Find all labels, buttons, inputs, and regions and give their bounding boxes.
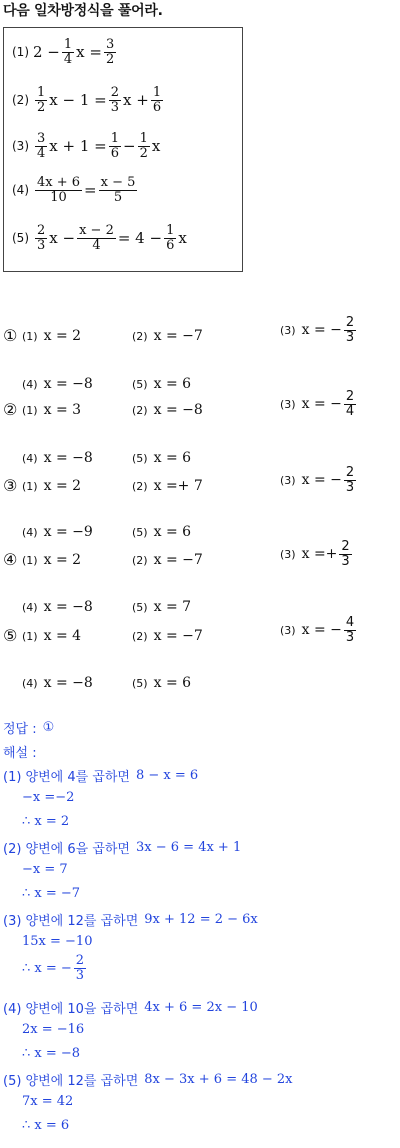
item-equation: x = −9 bbox=[43, 524, 93, 540]
numerator: 1 bbox=[166, 223, 175, 238]
denominator: 4 bbox=[92, 237, 101, 253]
fraction bbox=[109, 86, 121, 114]
fraction bbox=[99, 176, 138, 204]
item-equation: x = −7 bbox=[153, 552, 203, 568]
item-tag: (2) bbox=[132, 553, 148, 567]
choice-5-item bbox=[22, 628, 81, 644]
solution-3-step: 15x = −10 bbox=[22, 934, 93, 949]
choice-2-item bbox=[132, 450, 191, 466]
choice-3-item bbox=[132, 478, 203, 494]
fraction bbox=[77, 224, 116, 252]
item-equation: x = −7 bbox=[153, 328, 203, 344]
item-tag: (1) bbox=[22, 479, 38, 493]
choice-3-item bbox=[280, 466, 358, 494]
item-tag: (1) bbox=[22, 329, 38, 343]
choice-3-item bbox=[22, 478, 81, 494]
item-tag: (3) bbox=[280, 473, 296, 487]
choice-5-item bbox=[132, 628, 203, 644]
denominator: 5 bbox=[113, 189, 123, 205]
choice-5-item bbox=[132, 675, 191, 691]
solution-step-text: (4) 양변에 10을 곱하면 bbox=[3, 1002, 139, 1017]
item-tag: (3) bbox=[280, 323, 296, 337]
item-equation: x = −8 bbox=[43, 675, 93, 691]
fraction bbox=[35, 86, 47, 114]
solution-equation: 3x − 6 = 4x + 1 bbox=[136, 840, 242, 855]
choice-5-item bbox=[280, 616, 358, 644]
answer-label: 정답 : bbox=[3, 722, 37, 737]
numerator: 3 bbox=[37, 131, 46, 146]
problem-3-term: x + 1 = bbox=[49, 137, 107, 156]
solution-1-step: ∴ x = 2 bbox=[22, 814, 70, 829]
item-tag: (3) bbox=[280, 623, 296, 637]
denominator: 3 bbox=[341, 553, 350, 569]
item-equation: x = 6 bbox=[153, 675, 192, 691]
solution-3-final bbox=[22, 954, 88, 982]
solution-final-text: ∴ x = − bbox=[22, 960, 72, 976]
numerator: 2 bbox=[345, 389, 355, 404]
explanation-label: 해설 : bbox=[3, 746, 37, 761]
item-equation: x = 2 bbox=[43, 552, 82, 568]
fraction bbox=[35, 176, 82, 204]
item-tag: (3) bbox=[280, 547, 296, 561]
item-tag: (4) bbox=[22, 377, 38, 391]
choice-5-marker: ⑤ bbox=[3, 626, 18, 645]
solution-5-step: ∴ x = 6 bbox=[22, 1118, 70, 1133]
item-equation: x = −8 bbox=[153, 402, 203, 418]
item-tag: (4) bbox=[22, 525, 38, 539]
problem-2-label: (2) bbox=[12, 93, 29, 108]
solution-4-step: 2x = −16 bbox=[22, 1022, 85, 1037]
item-equation: x = −8 bbox=[43, 450, 93, 466]
problem-5-label: (5) bbox=[12, 231, 29, 246]
fraction bbox=[104, 38, 116, 66]
item-tag: (1) bbox=[22, 553, 38, 567]
choice-4-item bbox=[280, 540, 354, 568]
item-equation: x = − bbox=[301, 396, 342, 413]
item-equation: x =+ bbox=[301, 546, 338, 563]
fraction bbox=[344, 390, 356, 418]
choice-4-item bbox=[132, 552, 203, 568]
item-equation: x = 3 bbox=[43, 402, 82, 418]
choice-4-item bbox=[22, 552, 81, 568]
choice-4-item bbox=[22, 599, 93, 615]
choice-2-marker: ② bbox=[3, 400, 18, 419]
problem-5-term: x bbox=[178, 229, 187, 248]
denominator: 4 bbox=[63, 51, 73, 67]
problem-1-term: x = bbox=[76, 43, 102, 62]
solution-step-text: (2) 양변에 6을 곱하면 bbox=[3, 842, 130, 857]
solution-5-step: 7x = 42 bbox=[22, 1094, 74, 1109]
choice-5-item bbox=[22, 675, 93, 691]
denominator: 3 bbox=[110, 99, 120, 115]
problem-4 bbox=[12, 176, 139, 204]
problem-4-term: = bbox=[84, 181, 97, 200]
item-tag: (2) bbox=[132, 629, 148, 643]
problem-3-term: − bbox=[123, 137, 136, 156]
item-tag: (4) bbox=[22, 600, 38, 614]
choice-2-item bbox=[22, 402, 81, 418]
item-tag: (5) bbox=[132, 377, 148, 391]
solution-1-step: −x =−2 bbox=[22, 790, 75, 805]
numerator: 3 bbox=[105, 37, 115, 52]
choice-4-item bbox=[132, 599, 191, 615]
item-tag: (4) bbox=[22, 676, 38, 690]
numerator: 2 bbox=[37, 223, 46, 238]
denominator: 3 bbox=[345, 479, 355, 495]
fraction bbox=[344, 616, 356, 644]
fraction bbox=[339, 540, 351, 568]
item-equation: x = −8 bbox=[43, 376, 93, 392]
numerator: 2 bbox=[75, 953, 85, 968]
choice-3-item bbox=[22, 524, 93, 540]
solution-step-text: (3) 양변에 12를 곱하면 bbox=[3, 914, 139, 929]
solution-4-step: ∴ x = −8 bbox=[22, 1046, 81, 1061]
problem-box bbox=[3, 27, 243, 272]
solution-step-text: (1) 양변에 4를 곱하면 bbox=[3, 770, 130, 785]
choice-1-item bbox=[132, 328, 203, 344]
solution-2-header bbox=[3, 838, 241, 857]
problem-title: 다음 일차방정식을 풀어라. bbox=[3, 3, 163, 19]
answer-value: ① bbox=[42, 720, 55, 735]
fraction bbox=[151, 86, 163, 114]
numerator: 2 bbox=[110, 85, 120, 100]
numerator: 1 bbox=[63, 37, 73, 52]
choice-1-item bbox=[22, 328, 81, 344]
denominator: 2 bbox=[105, 51, 115, 67]
item-tag: (3) bbox=[280, 397, 296, 411]
fraction bbox=[62, 38, 74, 66]
numerator: 2 bbox=[345, 465, 355, 480]
item-equation: x = 6 bbox=[153, 376, 192, 392]
problem-1-term: 2 − bbox=[33, 43, 60, 62]
fraction bbox=[35, 132, 47, 160]
denominator: 2 bbox=[37, 99, 46, 115]
choice-1-item bbox=[132, 376, 191, 392]
denominator: 6 bbox=[152, 99, 162, 115]
choice-3-item bbox=[132, 524, 191, 540]
solution-2-step: ∴ x = −7 bbox=[22, 886, 81, 901]
choice-1-item bbox=[280, 316, 358, 344]
numerator: 1 bbox=[37, 85, 46, 100]
problem-3-label: (3) bbox=[12, 139, 29, 154]
denominator: 3 bbox=[75, 967, 85, 983]
problem-5-term: x − bbox=[49, 229, 76, 248]
solution-equation: 8 − x = 6 bbox=[136, 768, 199, 783]
answer-line bbox=[3, 718, 54, 737]
problem-5-term: = 4 − bbox=[117, 229, 163, 248]
item-tag: (5) bbox=[132, 451, 148, 465]
denominator: 3 bbox=[37, 237, 46, 253]
item-tag: (5) bbox=[132, 525, 148, 539]
item-tag: (2) bbox=[132, 329, 148, 343]
numerator: 1 bbox=[110, 131, 120, 146]
numerator: 4x + 6 bbox=[37, 175, 81, 190]
solution-3-header bbox=[3, 910, 258, 929]
choice-4-marker: ④ bbox=[3, 550, 18, 569]
solution-equation: 9x + 12 = 2 − 6x bbox=[144, 912, 258, 927]
denominator: 2 bbox=[139, 145, 148, 161]
item-tag: (4) bbox=[22, 451, 38, 465]
item-equation: x = − bbox=[301, 322, 342, 339]
fraction bbox=[164, 224, 176, 252]
denominator: 3 bbox=[345, 329, 355, 345]
numerator: 2 bbox=[345, 315, 355, 330]
choice-1-marker: ① bbox=[3, 326, 18, 345]
solution-5-header bbox=[3, 1070, 293, 1089]
choice-1-item bbox=[22, 376, 93, 392]
item-tag: (2) bbox=[132, 403, 148, 417]
problem-3 bbox=[12, 132, 160, 160]
problem-2 bbox=[12, 86, 165, 114]
fraction bbox=[344, 316, 356, 344]
choice-2-item bbox=[280, 390, 358, 418]
fraction bbox=[138, 132, 150, 160]
numerator: x − 2 bbox=[79, 223, 114, 238]
item-tag: (2) bbox=[132, 479, 148, 493]
item-equation: x =+ 7 bbox=[153, 478, 203, 494]
problem-1 bbox=[12, 38, 118, 66]
item-equation: x = − bbox=[301, 472, 342, 489]
item-tag: (1) bbox=[22, 403, 38, 417]
numerator: x − 5 bbox=[100, 175, 136, 190]
choice-3-marker: ③ bbox=[3, 476, 18, 495]
denominator: 6 bbox=[166, 237, 175, 253]
item-equation: x = 4 bbox=[43, 628, 82, 644]
denominator: 4 bbox=[37, 145, 46, 161]
item-equation: x = − bbox=[301, 622, 342, 639]
denominator: 3 bbox=[345, 629, 355, 645]
problem-2-term: x + bbox=[123, 91, 149, 110]
item-tag: (5) bbox=[132, 676, 148, 690]
fraction bbox=[109, 132, 121, 160]
problem-3-term: x bbox=[151, 137, 161, 156]
item-equation: x = 7 bbox=[153, 599, 192, 615]
solution-equation: 8x − 3x + 6 = 48 − 2x bbox=[144, 1072, 293, 1087]
numerator: 2 bbox=[341, 539, 350, 554]
solution-1-header bbox=[3, 766, 198, 785]
numerator: 4 bbox=[345, 615, 355, 630]
denominator: 10 bbox=[50, 189, 67, 205]
problem-4-label: (4) bbox=[12, 183, 29, 198]
item-equation: x = 2 bbox=[43, 478, 82, 494]
numerator: 1 bbox=[152, 85, 162, 100]
denominator: 4 bbox=[345, 403, 355, 419]
problem-5 bbox=[12, 224, 187, 252]
item-equation: x = 2 bbox=[43, 328, 82, 344]
solution-2-step: −x = 7 bbox=[22, 862, 68, 877]
choice-2-item bbox=[132, 402, 203, 418]
item-equation: x = −8 bbox=[43, 599, 93, 615]
fraction bbox=[344, 466, 356, 494]
choice-2-item bbox=[22, 450, 93, 466]
item-equation: x = 6 bbox=[153, 524, 192, 540]
problem-2-term: x − 1 = bbox=[49, 91, 107, 110]
item-equation: x = 6 bbox=[153, 450, 192, 466]
numerator: 1 bbox=[139, 131, 148, 146]
item-tag: (5) bbox=[132, 600, 148, 614]
problem-1-label: (1) bbox=[12, 45, 29, 60]
denominator: 6 bbox=[110, 145, 120, 161]
solution-equation: 4x + 6 = 2x − 10 bbox=[144, 1000, 258, 1015]
item-tag: (1) bbox=[22, 629, 38, 643]
fraction bbox=[35, 224, 47, 252]
item-equation: x = −7 bbox=[153, 628, 203, 644]
solution-step-text: (5) 양변에 12를 곱하면 bbox=[3, 1074, 139, 1089]
solution-4-header bbox=[3, 998, 258, 1017]
fraction bbox=[74, 954, 86, 982]
